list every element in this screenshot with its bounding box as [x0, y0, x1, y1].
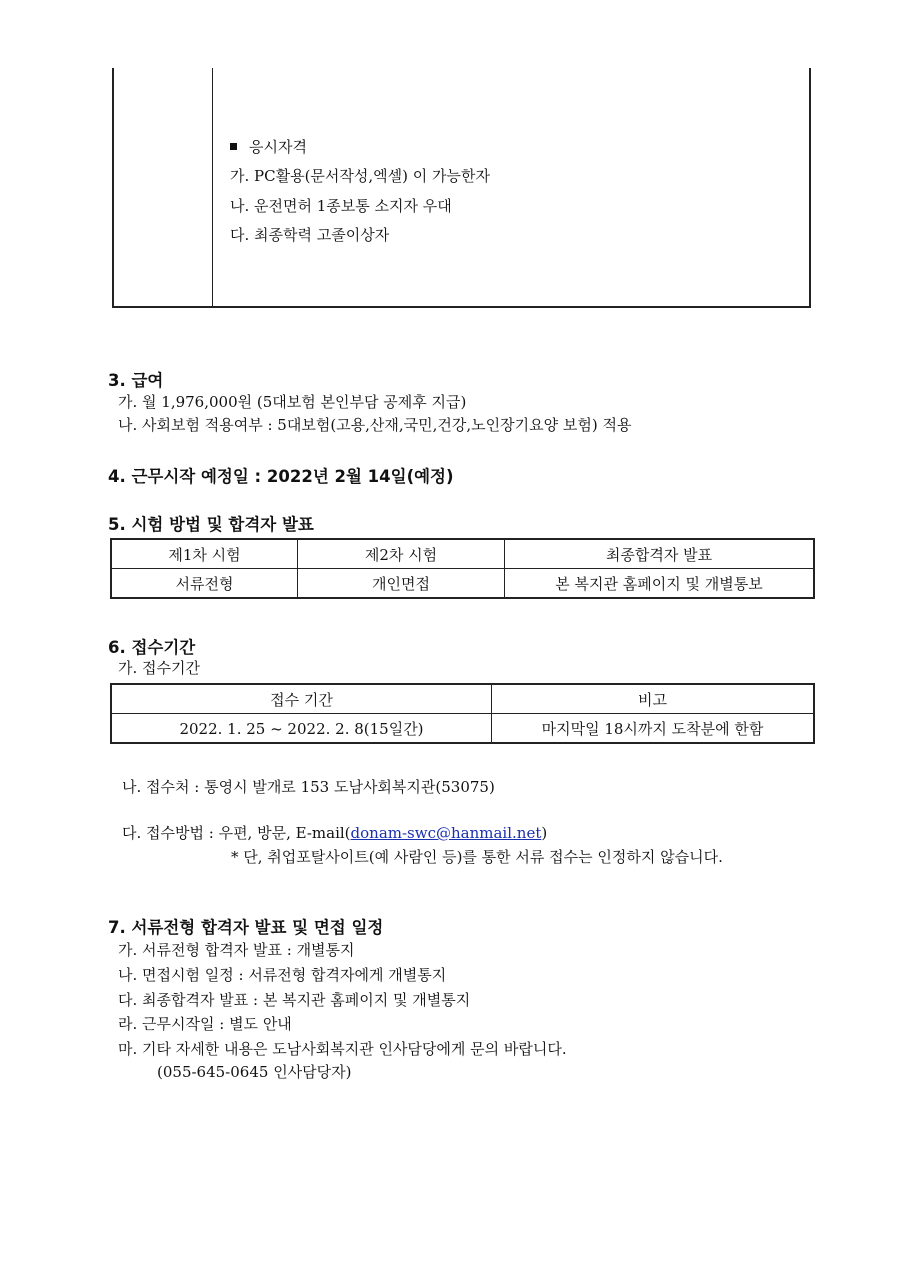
table-row [111, 714, 814, 744]
table-cell: 서류전형 [111, 569, 298, 599]
table-header: 비고 [492, 684, 815, 714]
qualification-table-divider [212, 68, 213, 308]
table-header: 제2차 시험 [298, 539, 505, 569]
application-period-table [110, 683, 815, 744]
application-note: * 단, 취업포탈사이트(예 사람인 등)를 통한 서류 접수는 인정하지 않습니다. [231, 848, 723, 866]
section6-sub-a: 가. 접수기간 [118, 659, 200, 677]
application-place: 나. 접수처 : 통영시 발개로 153 도남사회복지관(53075) [122, 778, 495, 796]
table-row [111, 569, 814, 599]
qualification-table [112, 68, 811, 308]
qualification-item-3: 다. 최종학력 고졸이상자 [230, 226, 390, 244]
qualification-item-1: 가. PC활용(문서작성,엑셀) 이 가능한자 [230, 167, 490, 185]
section7-title: 7. 서류전형 합격자 발표 및 면접 일정 [108, 918, 384, 937]
table-row [111, 684, 814, 714]
square-bullet-icon [230, 143, 237, 150]
section3-line-2: 나. 사회보험 적용여부 : 5대보험(고용,산재,국민,건강,노인장기요양 보험) 적용 [118, 416, 632, 434]
application-method [122, 822, 547, 843]
table-header: 최종합격자 발표 [505, 539, 815, 569]
table-cell: 개인면접 [298, 569, 505, 599]
application-method-prefix: 다. 접수방법 : 우편, 방문, E-mail( [122, 824, 351, 842]
section3-line-1: 가. 월 1,976,000원 (5대보험 본인부담 공제후 지급) [118, 393, 467, 411]
application-method-suffix: ) [541, 824, 548, 842]
section7-line-4: 라. 근무시작일 : 별도 안내 [118, 1015, 292, 1033]
section7-line-5: 마. 기타 자세한 내용은 도남사회복지관 인사담당에게 문의 바랍니다. [118, 1040, 567, 1058]
section7-line-3: 다. 최종합격자 발표 : 본 복지관 홈페이지 및 개별통지 [118, 991, 471, 1009]
section4-title: 4. 근무시작 예정일 : 2022년 2월 14일(예정) [108, 467, 454, 486]
table-cell: 2022. 1. 25 ~ 2022. 2. 8(15일간) [111, 714, 492, 744]
qualification-item-2: 나. 운전면허 1종보통 소지자 우대 [230, 197, 452, 215]
table-cell: 마지막일 18시까지 도착분에 한함 [492, 714, 815, 744]
section7-line-1: 가. 서류전형 합격자 발표 : 개별통지 [118, 941, 355, 959]
qualification-heading-row [230, 136, 307, 157]
table-header: 접수 기간 [111, 684, 492, 714]
email-link[interactable]: donam-swc@hanmail.net [350, 824, 542, 842]
exam-method-table [110, 538, 815, 599]
qualification-heading: 응시자격 [249, 138, 307, 156]
section6-title: 6. 접수기간 [108, 638, 196, 657]
table-row [111, 539, 814, 569]
section3-title: 3. 급여 [108, 371, 164, 390]
table-cell: 본 복지관 홈페이지 및 개별통보 [505, 569, 815, 599]
table-header: 제1차 시험 [111, 539, 298, 569]
section7-contact: (055-645-0645 인사담당자) [157, 1063, 352, 1081]
section7-line-2: 나. 면접시험 일정 : 서류전형 합격자에게 개별통지 [118, 966, 447, 984]
section5-title: 5. 시험 방법 및 합격자 발표 [108, 515, 314, 534]
